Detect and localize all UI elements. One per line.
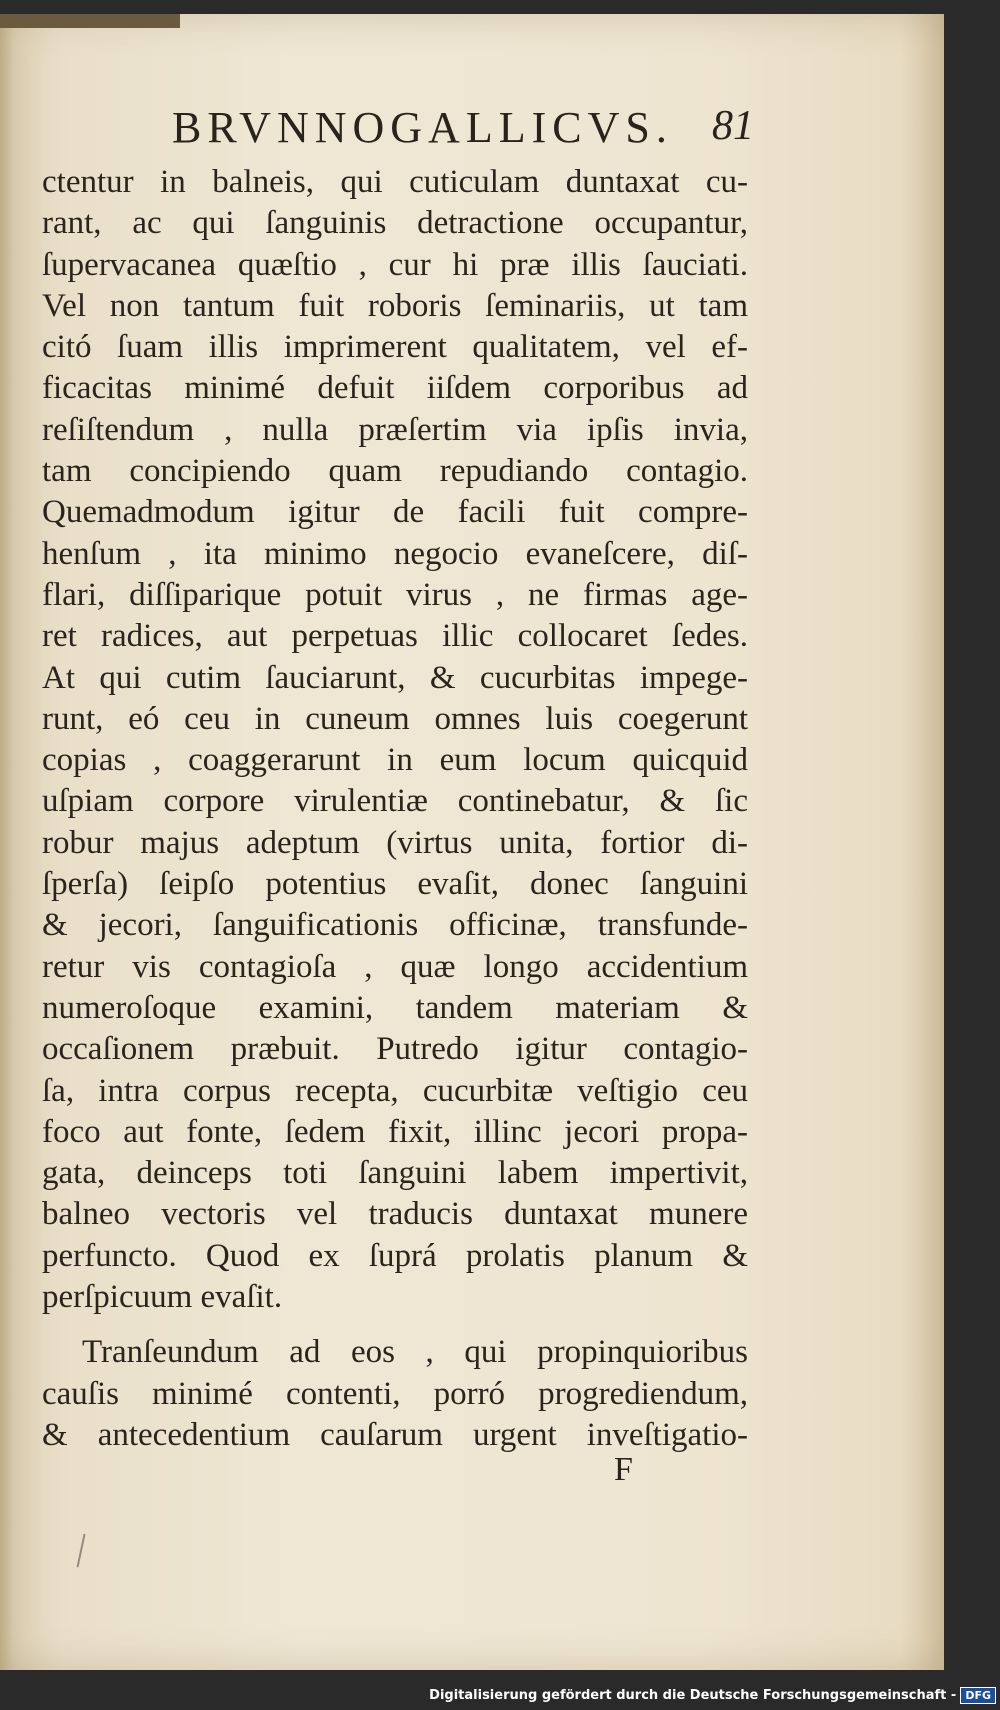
page-header [0,102,944,162]
text-line: runt, eó ceu in cuneum omnes luis coegerunt [42,700,748,737]
text-line: At qui cutim ſauciarunt, & cucurbitas impege- [42,659,748,696]
text-line: tam concipiendo quam repudiando contagio. [42,453,748,490]
text-line: uſpiam corpore virulentiæ continebatur, & ſic [42,783,748,820]
text-line: cauſis minimé contenti, porró progrediendum, [42,1375,748,1412]
dfg-logo-icon: DFG [960,1687,996,1704]
signature-mark: F [614,1451,633,1488]
text-line: ficacitas minimé defuit iiſdem corporibus ad [42,370,748,407]
text-line: ſa, intra corpus recepta, cucurbitæ veſtigio ceu [42,1072,748,1109]
text-line: robur majus adeptum (virtus unita, fortior di- [42,824,748,861]
text-line: perſpicuum evaſit. [42,1279,283,1316]
text-line: Tranſeundum ad eos , qui propinquioribus [82,1334,748,1371]
text-line: perfuncto. Quod ex ſuprá prolatis planum & [42,1237,748,1274]
text-line: rant, ac qui ſanguinis detractione occupantur, [42,205,748,242]
text-line: ſupervacanea quæſtio , cur hi præ illis ſauciati. [42,246,748,283]
text-line: henſum , ita minimo negocio evaneſcere, diſ- [42,535,748,572]
text-line: ctentur in balneis, qui cuticulam duntaxat cu- [42,164,748,200]
footer-credit [429,1682,996,1708]
text-line: Quemadmodum igitur de facili fuit compre- [42,494,748,531]
footer-credit-text: Digitalisierung gefördert durch die Deutsche Forschungsgemeinschaft - [429,1687,957,1703]
text-line: retur vis contagioſa , quæ longo accidentium [42,948,748,985]
book-page [0,14,944,1670]
text-line: numeroſoque examini, tandem materiam & [42,989,748,1026]
main-text [42,162,748,1456]
page-number: 81 [712,103,754,149]
running-title: BRVNNOGALLICVS. [172,103,673,152]
text-line: occaſionem præbuit. Putredo igitur contagio- [42,1031,748,1068]
text-line: & antecedentium cauſarum urgent inveſtigatio- [42,1416,748,1453]
text-line: Vel non tantum fuit roboris ſeminariis, ut tam [42,287,748,324]
text-line: citó ſuam illis imprimerent qualitatem, vel ef- [42,329,748,366]
text-line: ſperſa) ſeipſo potentius evaſit, donec ſanguini [42,866,748,903]
text-line: reſiſtendum , nulla præſertim via ipſis invia, [42,411,748,448]
text-line: flari, diſſiparique potuit virus , ne firmas age- [42,576,748,613]
text-line: copias , coaggerarunt in eum locum quicquid [42,742,748,779]
text-line: gata, deinceps toti ſanguini labem impertivit, [42,1155,748,1192]
pencil-mark [77,1534,90,1569]
text-line: ret radices, aut perpetuas illic collocaret ſedes. [42,618,748,655]
text-line: & jecori, ſanguificationis officinæ, transfunde- [42,907,748,944]
page-edge [0,14,180,28]
text-line: balneo vectoris vel traducis duntaxat munere [42,1196,748,1233]
paragraph-gap [42,1318,748,1332]
text-line: foco aut fonte, ſedem fixit, illinc jecori propa- [42,1113,748,1150]
